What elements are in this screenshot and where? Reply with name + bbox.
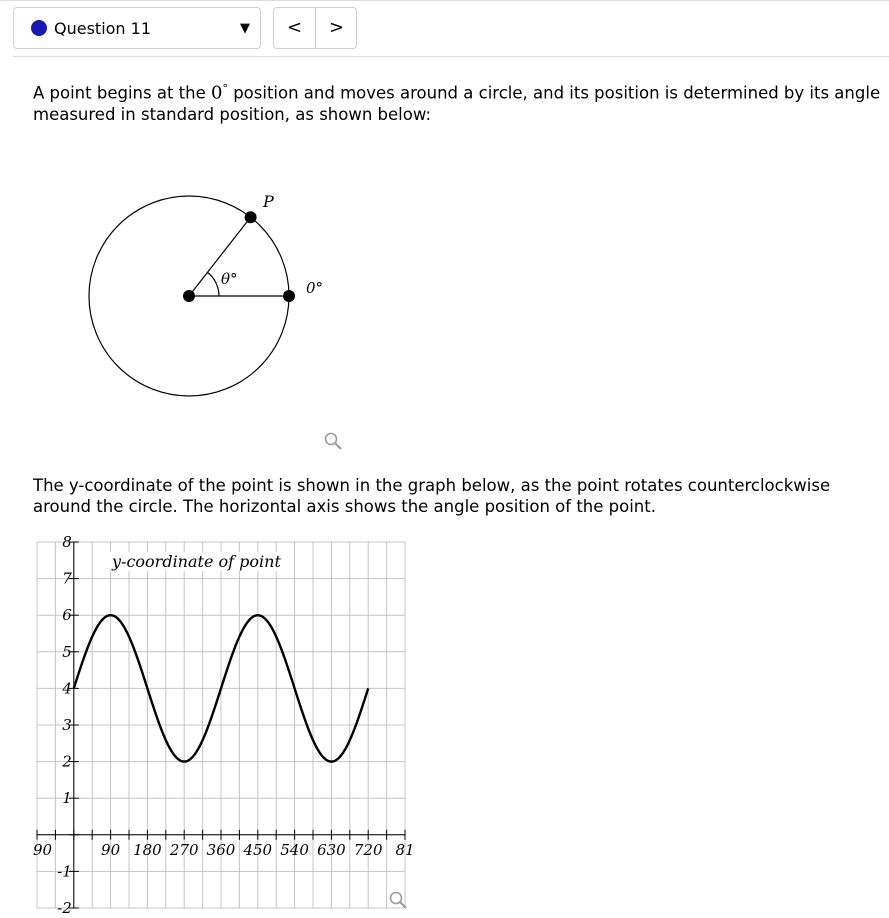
x-tick-label: 360 <box>206 840 236 859</box>
intro-text-a: A point begins at the <box>33 83 211 103</box>
y-tick-label: 7 <box>62 569 72 588</box>
zoom-icon[interactable] <box>391 893 407 909</box>
x-tick-label: 270 <box>169 840 199 859</box>
y-tick-label: 6 <box>62 606 72 625</box>
chevron-down-icon: ▼ <box>240 21 250 36</box>
next-question-button[interactable]: > <box>328 17 345 38</box>
y-tick-label: 1 <box>62 789 72 808</box>
y-tick-label: 2 <box>62 752 72 771</box>
y-tick-label: -2 <box>57 899 72 917</box>
x-tick-label: 630 <box>317 840 346 859</box>
y-tick-label: 4 <box>62 679 72 698</box>
x-tick-label: 720 <box>353 840 383 859</box>
x-tick-label: 540 <box>280 840 309 859</box>
x-tick-label: 90 <box>33 840 53 859</box>
theta-label: θ° <box>221 270 238 288</box>
x-tick-label: 81 <box>395 840 415 859</box>
question-text-graph: The y-coordinate of the point is shown in the graph below, as the point rotates counterclockwise around the circle. The horizontal axis shows the angle position of the point. <box>33 476 831 516</box>
point-p-label: P <box>263 192 274 211</box>
y-tick-label: 3 <box>62 716 72 734</box>
intro-text-b: position and moves around a circle, and its position is determined by its angle measured in standard position, as shown below: <box>33 83 881 124</box>
degree-symbol: ° <box>222 82 228 95</box>
x-tick-label: 450 <box>243 840 273 859</box>
zero-angle-math: 0 <box>211 82 223 104</box>
previous-question-button[interactable]: < <box>274 8 316 48</box>
zero-degree-label: 0° <box>306 279 324 297</box>
question-label: Question 11 <box>54 19 152 38</box>
y-tick-label: 8 <box>62 533 72 551</box>
y-tick-label: -1 <box>57 862 72 881</box>
x-tick-label: 180 <box>133 840 162 859</box>
chart-title: y-coordinate of point <box>112 552 281 571</box>
x-tick-label: 90 <box>101 840 121 859</box>
y-tick-label: 5 <box>62 642 72 661</box>
